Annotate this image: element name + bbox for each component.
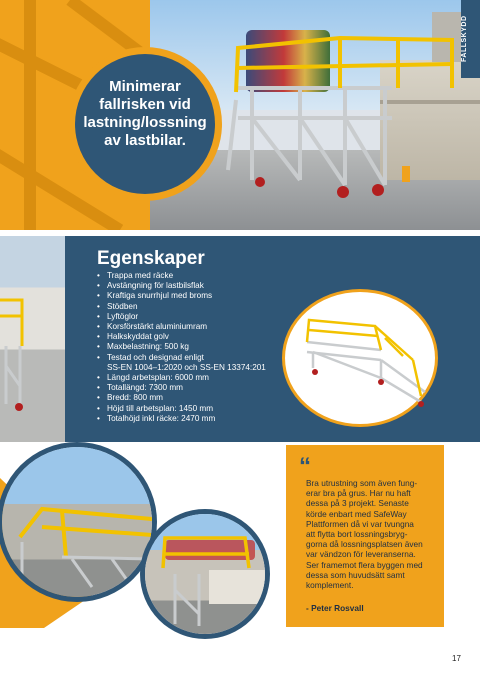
features-title: Egenskaper xyxy=(97,248,205,269)
product-image-circle xyxy=(285,292,435,424)
list-item: • Stödben xyxy=(97,302,297,312)
list-item: • Kraftiga snurrhjul med broms xyxy=(97,291,297,301)
section-tab-label: FALLSKYDD xyxy=(461,15,468,63)
list-item: • Halkskyddat golv xyxy=(97,332,297,342)
testimonial-author: - Peter Rosvall xyxy=(306,603,364,613)
platform-photo-stairs xyxy=(2,447,152,597)
list-item: • Totallängd: 7300 mm xyxy=(97,383,297,393)
features-list xyxy=(97,271,297,424)
platform-photo-truck xyxy=(145,514,265,634)
stairs-photo-graphic xyxy=(2,447,152,597)
truck-photo-graphic xyxy=(145,514,265,634)
list-item: • Höjd till arbetsplan: 1450 mm xyxy=(97,404,297,414)
list-item: • Lyftöglor xyxy=(97,312,297,322)
list-item: • Trappa med räcke xyxy=(97,271,297,281)
list-item: • Längd arbetsplan: 6000 mm xyxy=(97,373,297,383)
hero-headline: Minimerar fallrisken vid lastning/lossning av lastbilar. xyxy=(83,78,207,149)
list-item: • Totalhöjd inkl räcke: 2470 mm xyxy=(97,414,297,424)
list-item: • Bredd: 800 mm xyxy=(97,393,297,403)
standards-text: SS-EN 1004–1:2020 och SS-EN 13374:201 xyxy=(107,362,266,372)
hero-photo xyxy=(0,0,480,230)
list-item: • Maxbelastning: 500 kg xyxy=(97,342,297,352)
platform-photo-graphic xyxy=(0,236,65,442)
platform-product-image xyxy=(285,292,435,424)
list-item: • Testad och designad enligt xyxy=(97,353,297,363)
testimonial-text: Bra utrustning som även fung- erar bra på grus. Har nu haft dessa på 3 projekt. Senaste körde enbart med SafeWay Plattformen då vi var tvungna att flytta bort lossningsbryg- gorna då lossningsplatsen även var vändzon för leveranserna. Ser framemot flera byggen med dessa som huvudsätt samt komplement. xyxy=(306,478,423,591)
list-item: • Avstängning för lastbilsflak xyxy=(97,281,297,291)
quote-icon: “ xyxy=(299,453,311,480)
page-number: 17 xyxy=(452,654,461,663)
list-item: • Korsförstärkt aluminiumram xyxy=(97,322,297,332)
platform-side-photo xyxy=(0,236,65,442)
